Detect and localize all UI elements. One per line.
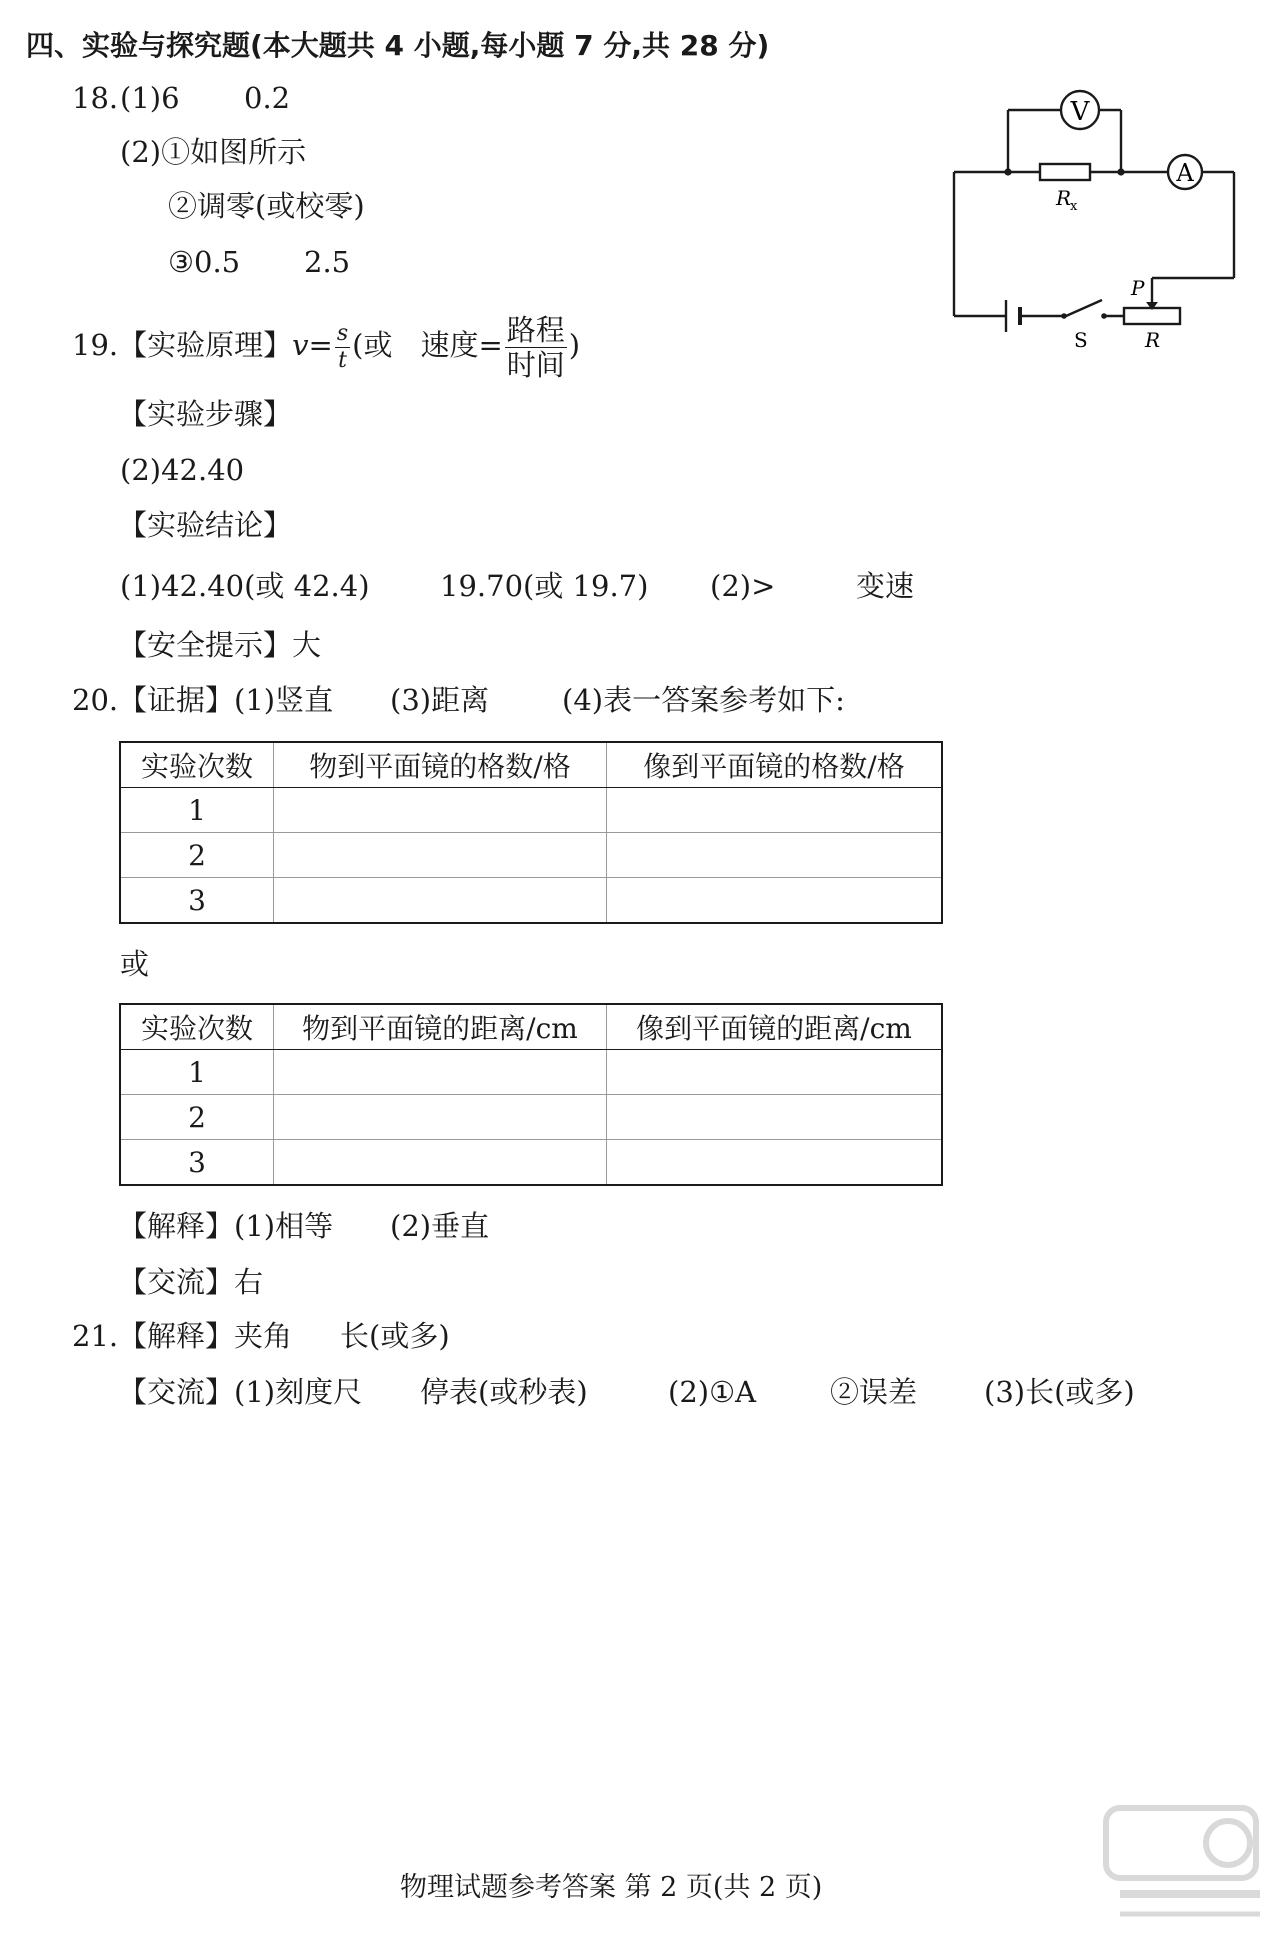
table-cell-empty — [607, 1095, 943, 1140]
q20-explain-a: 【解释】(1)相等 — [118, 1209, 334, 1243]
q19-conclusion-b: 19.70(或 19.7) — [440, 569, 649, 603]
watermark-logo-icon — [1100, 1790, 1270, 1930]
q18-part2-zeroing: ②调零(或校零) — [168, 189, 365, 223]
q19-speed-text: 速度= — [420, 328, 503, 362]
q19-or: (或 — [352, 328, 393, 362]
q19-fraction-distance-time — [505, 313, 567, 382]
section-title: 四、实验与探究题(本大题共 4 小题,每小题 7 分,共 28 分) — [26, 29, 770, 62]
q21-exchange-c: (2)①A — [668, 1375, 757, 1409]
q19-principle-label: 【实验原理】 — [118, 328, 293, 362]
table-row — [120, 1095, 942, 1140]
q18-part1-value: 0.2 — [244, 81, 291, 115]
junction-right — [1117, 168, 1124, 175]
q19-fraction-s-t — [335, 321, 350, 374]
table-cell-index: 3 — [120, 1140, 274, 1186]
q19-number: 19. — [72, 328, 119, 362]
table-cell-index: 2 — [120, 1095, 274, 1140]
table-header-cell: 像到平面镜的格数/格 — [607, 742, 943, 788]
q19-conclusion-label: 【实验结论】 — [118, 508, 293, 542]
switch-blade — [1066, 300, 1102, 316]
q20-evidence-a: 【证据】(1)竖直 — [118, 683, 334, 717]
q19-frac2-num: 路程 — [506, 312, 565, 347]
table-row — [120, 1140, 942, 1186]
q21-exchange-b: 停表(或秒表) — [420, 1375, 588, 1409]
table-header-cell: 像到平面镜的距离/cm — [607, 1004, 943, 1050]
table-grid-count — [119, 741, 943, 924]
switch-contact — [1101, 313, 1107, 319]
table-cell-empty — [607, 1050, 943, 1095]
q19-v-var: v — [292, 328, 309, 362]
table-cell-empty — [607, 833, 943, 878]
resistor-rx-label: R — [1056, 186, 1072, 210]
q19-conclusion-c: (2)> — [710, 569, 776, 603]
q18-part3-label: ③0.5 — [168, 245, 241, 279]
q20-explain-b: (2)垂直 — [390, 1209, 490, 1243]
q21-exchange-d: ②误差 — [830, 1375, 918, 1409]
q18-part2-line: (2)①如图所示 — [120, 135, 307, 169]
q21-explain-a: 【解释】夹角 — [118, 1319, 293, 1353]
page-footer: 物理试题参考答案 第 2 页(共 2 页) — [400, 1872, 823, 1903]
q21-explain-b: 长(或多) — [340, 1319, 450, 1353]
table-row — [120, 1050, 942, 1095]
switch-label: S — [1074, 328, 1088, 352]
table-cell-empty — [607, 788, 943, 833]
table-cell-empty — [274, 1095, 607, 1140]
table-cell-empty — [274, 788, 607, 833]
q20-evidence-b: (3)距离 — [390, 683, 490, 717]
table-header-cell: 实验次数 — [120, 742, 274, 788]
junction-left — [1004, 168, 1011, 175]
table-header-cell: 物到平面镜的距离/cm — [274, 1004, 607, 1050]
table-cell-index: 2 — [120, 833, 274, 878]
table-cell-empty — [607, 878, 943, 924]
q19-conclusion-a: (1)42.40(或 42.4) — [120, 569, 370, 603]
circuit-diagram — [940, 80, 1240, 360]
q19-frac-num: s — [336, 320, 349, 346]
q18-number: 18. — [72, 81, 119, 115]
q21-exchange-e: (3)长(或多) — [984, 1375, 1135, 1409]
q19-frac2-den: 时间 — [506, 347, 565, 382]
table-cell-empty — [274, 1140, 607, 1186]
q20-evidence-c: (4)表一答案参考如下: — [562, 683, 845, 717]
q19-frac-den: t — [338, 347, 347, 373]
table-row — [120, 878, 942, 924]
q19-close-paren: ) — [568, 328, 581, 362]
table-distance — [119, 1003, 943, 1186]
table-cell-empty — [607, 1140, 943, 1186]
table-cell-index: 3 — [120, 878, 274, 924]
table-cell-empty — [274, 1050, 607, 1095]
slider-label: P — [1131, 276, 1145, 300]
table-row — [120, 833, 942, 878]
table-cell-index: 1 — [120, 788, 274, 833]
q19-step2: (2)42.40 — [120, 453, 245, 487]
q20-or-text: 或 — [120, 947, 150, 981]
table-header-cell: 物到平面镜的格数/格 — [274, 742, 607, 788]
q21-number: 21. — [72, 1319, 119, 1353]
switch-pivot — [1061, 313, 1067, 319]
rheostat-label: R — [1145, 328, 1161, 352]
voltmeter-label: V — [1070, 97, 1090, 127]
q18-part3-value: 2.5 — [304, 245, 351, 279]
resistor-rx-subscript: x — [1070, 199, 1078, 214]
q21-exchange-a: 【交流】(1)刻度尺 — [118, 1375, 363, 1409]
resistor-rx — [1040, 164, 1090, 180]
table-cell-empty — [274, 878, 607, 924]
q19-eq: = — [308, 328, 333, 362]
table-row — [120, 788, 942, 833]
q20-number: 20. — [72, 683, 119, 717]
table-cell-empty — [274, 833, 607, 878]
q20-exchange: 【交流】右 — [118, 1265, 264, 1299]
q19-safety: 【安全提示】大 — [118, 628, 322, 662]
table-header-row — [120, 742, 942, 788]
ammeter-label: A — [1176, 159, 1194, 187]
q19-steps-label: 【实验步骤】 — [118, 397, 293, 431]
q18-part1-label: (1)6 — [120, 81, 180, 115]
table-header-row — [120, 1004, 942, 1050]
q19-conclusion-d: 变速 — [856, 569, 915, 603]
rheostat — [1124, 308, 1180, 324]
table-cell-index: 1 — [120, 1050, 274, 1095]
table-header-cell: 实验次数 — [120, 1004, 274, 1050]
q19-principle-row — [72, 305, 580, 385]
